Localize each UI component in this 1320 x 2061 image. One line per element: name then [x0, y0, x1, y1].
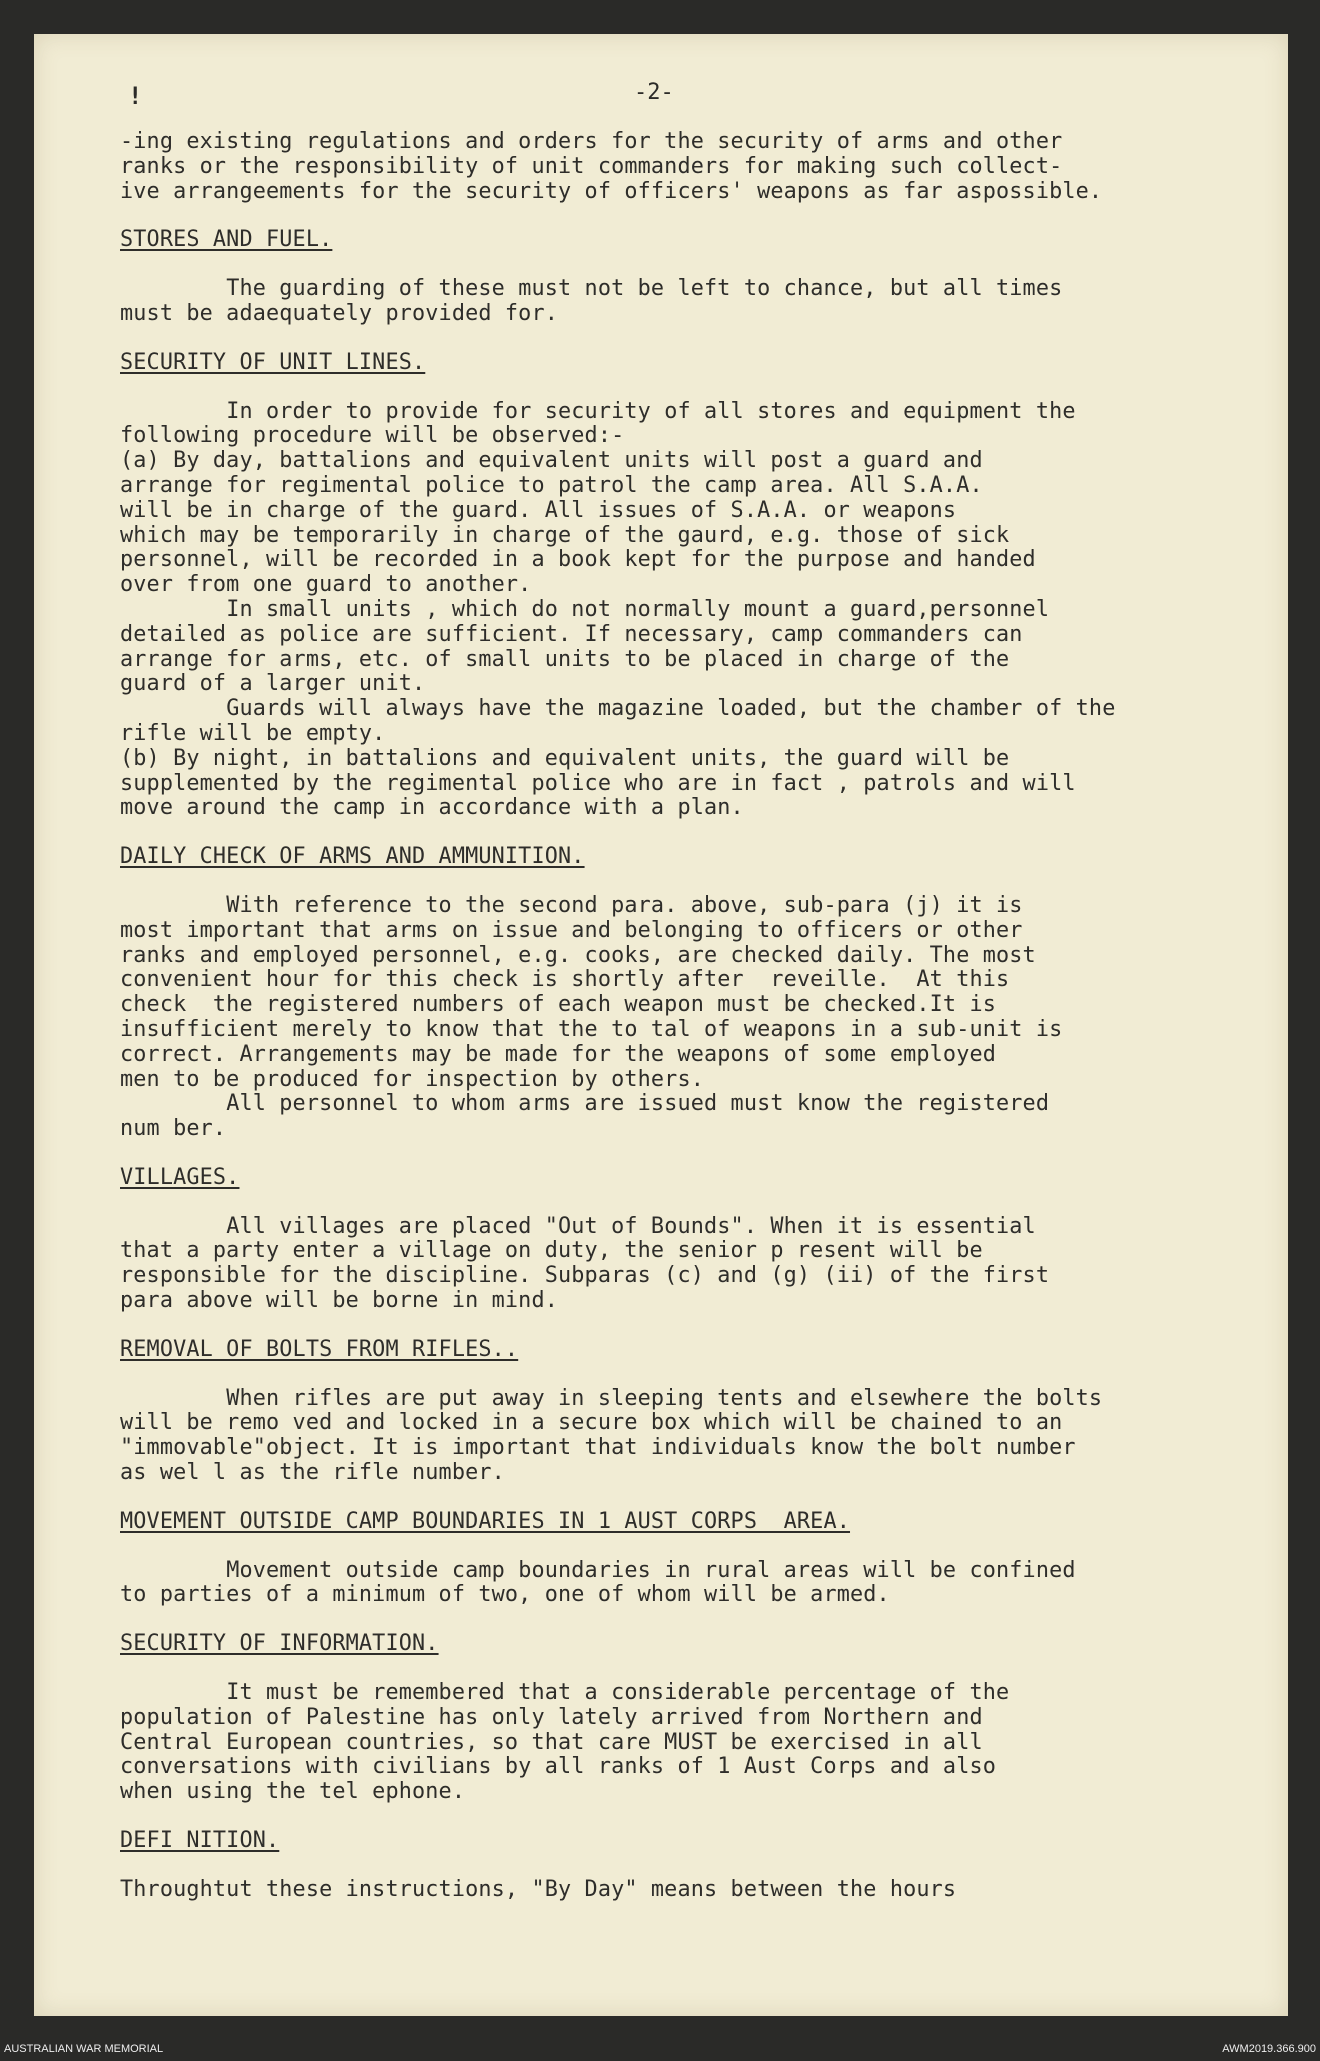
heading-stores-and-fuel: STORES AND FUEL. [120, 227, 333, 253]
paragraph-stores-and-fuel: The guarding of these must not be left to chance, but all times must be adaequately provided for. [120, 276, 1063, 326]
document-page [34, 34, 1288, 2016]
footer-reference: AWM2019.366.900 [1222, 2043, 1316, 2055]
paragraph-movement-outside-camp: Movement outside camp boundaries in rural areas will be confined to parties of a minimum of two, one of whom will be armed. [120, 1557, 1076, 1608]
heading-daily-check: DAILY CHECK OF ARMS AND AMMUNITION. [120, 844, 585, 870]
archive-footer [0, 2037, 1320, 2061]
footer-institution: AUSTRALIAN WAR MEMORIAL [4, 2043, 164, 2055]
corner-mark: ! [128, 82, 143, 110]
heading-security-of-unit-lines: SECURITY OF UNIT LINES. [120, 349, 426, 375]
heading-definition: DEFI NITION. [120, 1828, 280, 1854]
paragraph-removal-of-bolts: When rifles are put away in sleeping tents and elsewhere the bolts will be remo ved and locked in a secure box which will be chained to an "immovable"object. It is important that individuals know the bolt number as wel l as the rifle number. [120, 1385, 1103, 1486]
heading-villages: VILLAGES. [120, 1164, 240, 1190]
heading-removal-of-bolts: REMOVAL OF BOLTS FROM RIFLES.. [120, 1336, 519, 1362]
intro-paragraph: -ing existing regulations and orders for the security of arms and other ranks or the responsibility of unit commanders for making such collect- ive arrangeements for the security of officers' weapons as far aspossible. [120, 129, 1103, 204]
document-body [120, 130, 1270, 1903]
paragraph-security-of-unit-lines: In order to provide for security of all stores and equipment the following procedure will be observed:- (a) By day, battalions and equivalent units will post a guard and arrange for regimental police to patrol the camp area. All S.A.A. will be in charge of the guard. All issues of S.A.A. or weapons which may be temporarily in charge of the gaurd, e.g. those of sick personnel, will be recorded in a book kept for the purpose and handed over from one guard to another. In small units , which do not normally mount a guard,personnel detailed as police are sufficient. If necessary, camp commanders can arrange for arms, etc. of small units to be placed in charge of the guard of a larger unit. Guards will always have the magazine loaded, but the chamber of the rifle will be empty. (b) By night, in battalions and equivalent units, the guard will be supplemented by the regimental police who are in fact , patrols and will move around the camp in accordance with a plan. [120, 398, 1116, 821]
paragraph-villages: All villages are placed "Out of Bounds". When it is essential that a party enter a village on duty, the senior p resent will be responsible for the discipline. Subparas (c) and (g) (ii) of the first para above will be borne in mind. [120, 1213, 1050, 1314]
page-number: -2- [634, 80, 674, 105]
paragraph-definition: Throughtut these instructions, "By Day" means between the hours [120, 1876, 957, 1902]
heading-movement-outside-camp: MOVEMENT OUTSIDE CAMP BOUNDARIES IN 1 AUST CORPS AREA. [120, 1508, 851, 1534]
heading-security-of-information: SECURITY OF INFORMATION. [120, 1631, 439, 1657]
paragraph-daily-check: With reference to the second para. above, sub-para (j) it is most important that arms on issue and belonging to officers or other ranks and employed personnel, e.g. cooks, are checked daily. The most convenient hour for this check is shortly after reveille. At this check the registered numbers of each weapon must be checked.It is insufficient merely to know that the to tal of weapons in a sub-unit is correct. Arrangements may be made for the weapons of some employed men to be produced for inspection by others. All personnel to whom arms are issued must know the registered num ber. [120, 892, 1063, 1142]
paragraph-security-of-information: It must be remembered that a considerable percentage of the population of Palestine has only lately arrived from Northern and Central European countries, so that care MUST be exercised in all conversations with civilians by all ranks of 1 Aust Corps and also when using the tel ephone. [120, 1680, 1010, 1805]
